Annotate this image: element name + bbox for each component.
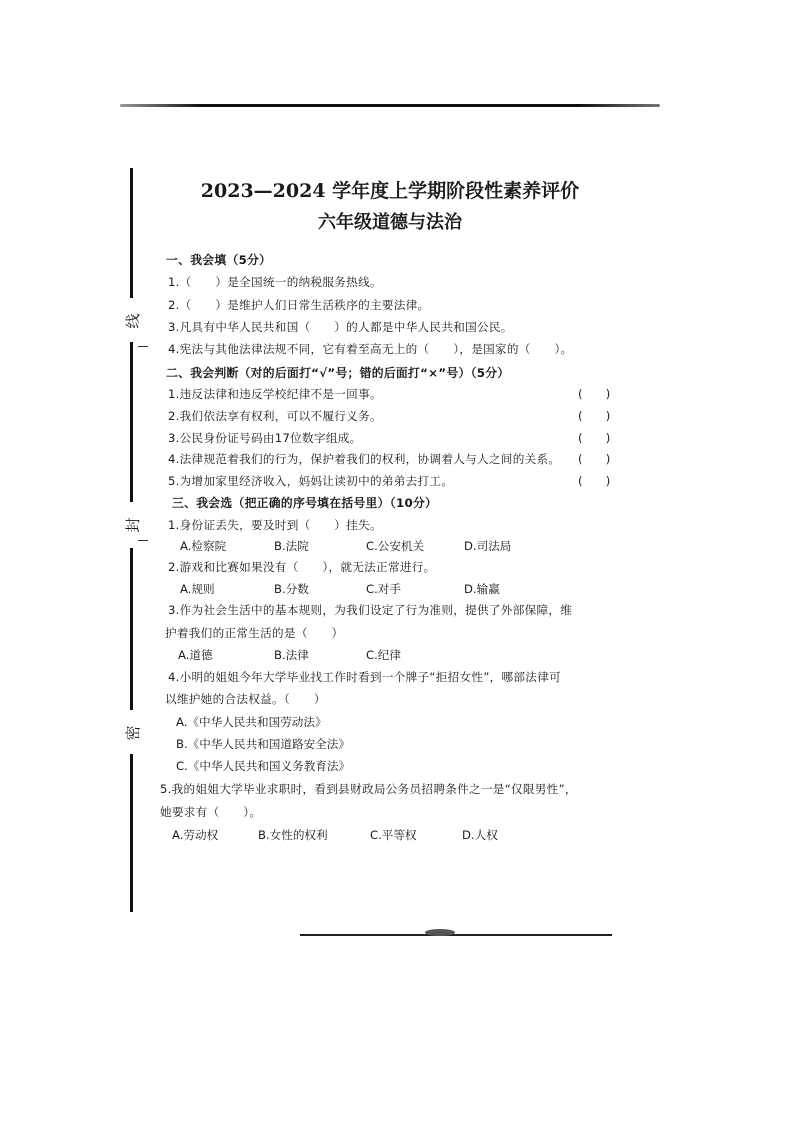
exam-title: 2023—2024 学年度上学期阶段性素养评价 — [200, 180, 580, 202]
choice-question-stem: 以维护她的合法权益。（ ） — [165, 692, 326, 706]
judge-question: 1.违反法律和违反学校纪律不是一回事。 — [168, 387, 382, 401]
section-2-heading: 二、我会判断（对的后面打“√”号；错的后面打“×”号）（5分） — [166, 366, 510, 380]
choice-option: D.输赢 — [464, 582, 500, 596]
choice-option: A.道德 — [178, 648, 213, 662]
judge-question: 4.法律规范着我们的行为，保护着我们的权利，协调着人与人之间的关系。 — [168, 452, 561, 466]
binding-line-segment — [130, 548, 133, 710]
choice-option: D.人权 — [462, 828, 498, 842]
choice-option: A.《中华人民共和国劳动法》 — [176, 715, 327, 729]
section-1-heading: 一、我会填（5分） — [166, 253, 272, 267]
answer-blank: ( ) — [578, 409, 611, 423]
binding-tick — [138, 540, 148, 541]
exam-subtitle: 六年级道德与法治 — [318, 212, 462, 233]
judge-question: 3.公民身份证号码由17位数字组成。 — [168, 431, 362, 445]
binding-label-line: 线 — [120, 308, 146, 334]
choice-option: B.《中华人民共和国道路安全法》 — [176, 737, 350, 751]
binding-line-segment — [130, 754, 133, 912]
answer-blank: ( ) — [578, 452, 611, 466]
choice-option: A.规则 — [180, 582, 215, 596]
judge-question: 2.我们依法享有权利，可以不履行义务。 — [168, 409, 382, 423]
choice-option: A.劳动权 — [172, 828, 219, 842]
choice-option: B.分数 — [274, 582, 309, 596]
binding-label-seal: 封 — [120, 512, 146, 538]
choice-question-stem: 护着我们的正常生活的是（ ） — [165, 626, 344, 640]
section-3-heading: 三、我会选（把正确的序号填在括号里）（10分） — [172, 496, 438, 510]
answer-blank: ( ) — [578, 431, 611, 445]
scan-top-rule — [120, 104, 660, 107]
fill-question: 4.宪法与其他法律法规不同，它有着至高无上的（ ），是国家的（ ）。 — [168, 342, 573, 356]
fill-question: 3.凡具有中华人民共和国（ ）的人都是中华人民共和国公民。 — [168, 320, 513, 334]
fill-question: 1.（ ）是全国统一的纳税服务热线。 — [168, 275, 382, 289]
choice-option: B.法律 — [274, 648, 309, 662]
scan-smudge — [425, 929, 455, 936]
choice-question-stem: 5.我的姐姐大学毕业求职时，看到县财政局公务员招聘条件之一是“仅限男性”， — [160, 782, 577, 796]
binding-tick — [138, 346, 148, 347]
choice-option: D.司法局 — [464, 539, 512, 553]
choice-question-stem: 2.游戏和比赛如果没有（ ），就无法正常进行。 — [168, 560, 436, 574]
choice-question-stem: 4.小明的姐姐今年大学毕业找工作时看到一个牌子“拒招女性”，哪部法律可 — [168, 670, 561, 684]
choice-option: C.纪律 — [366, 648, 401, 662]
choice-question-stem: 3.作为社会生活中的基本规则，为我们设定了行为准则，提供了外部保障，维 — [168, 603, 573, 617]
binding-label-secret: 密 — [120, 720, 146, 746]
choice-option: C.平等权 — [370, 828, 417, 842]
binding-line-segment — [130, 168, 133, 298]
answer-blank: ( ) — [578, 474, 611, 488]
choice-question-stem: 1.身份证丢失，要及时到（ ）挂失。 — [168, 518, 382, 532]
fill-question: 2.（ ）是维护人们日常生活秩序的主要法律。 — [168, 298, 430, 312]
choice-option: B.女性的权利 — [258, 828, 328, 842]
choice-option: C.公安机关 — [366, 539, 425, 553]
scan-bottom-rule — [300, 934, 612, 936]
choice-option: C.《中华人民共和国义务教育法》 — [176, 759, 351, 773]
judge-question: 5.为增加家里经济收入，妈妈让读初中的弟弟去打工。 — [168, 474, 454, 488]
choice-option: A.检察院 — [180, 539, 227, 553]
choice-question-stem: 她要求有（ ）。 — [160, 805, 262, 819]
choice-option: C.对手 — [366, 582, 401, 596]
answer-blank: ( ) — [578, 387, 611, 401]
binding-line-segment — [130, 342, 133, 502]
choice-option: B.法院 — [274, 539, 309, 553]
